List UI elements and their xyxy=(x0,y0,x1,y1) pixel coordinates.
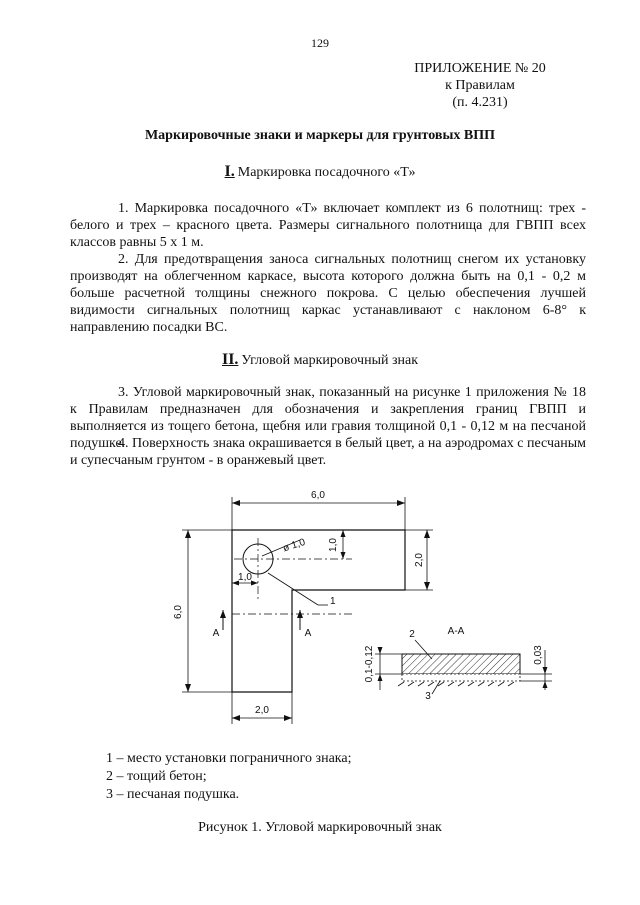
section-2-title: Угловой маркировочный знак xyxy=(241,353,419,368)
dim-cushion: 0,03 xyxy=(533,645,544,665)
document-title: Маркировочные знаки и маркеры для грунтовых ВПП xyxy=(144,128,496,143)
section-2-numeral: II. xyxy=(221,351,239,368)
legend-item-2: 2 – тощий бетон; xyxy=(106,769,207,784)
section-1-numeral: I. xyxy=(224,163,235,180)
concrete-layer xyxy=(402,654,520,674)
cut-mark-left: A xyxy=(212,628,220,639)
dim-arm-height: 2,0 xyxy=(414,553,425,567)
dim-circle-v: 1,0 xyxy=(328,538,339,552)
section-1-title: Маркировка посадочного «Т» xyxy=(237,165,416,180)
section-title: A-A xyxy=(447,626,465,637)
corner-marker-figure xyxy=(150,480,570,740)
page-number: 129 xyxy=(311,36,329,50)
appendix-line-2: к Правилам xyxy=(445,78,515,93)
dim-circle-diameter: ø 1,0 xyxy=(281,536,307,555)
cut-mark-right: A xyxy=(304,628,312,639)
dim-total-width: 6,0 xyxy=(311,490,325,501)
dim-total-height: 6,0 xyxy=(173,605,184,619)
paragraph-3: 3. Угловой маркировочный знак, показанный на рисунке 1 приложения № 18 к Правилам предназначен для обозначения и закрепления границ ГВПП и выполняется из тощего бетона, щебня или гравия толщиной 0,1 - 0,12 м на песчаной подушке. xyxy=(70,385,586,451)
paragraph-1: 1. Маркировка посадочного «Т» включает комплект из 6 полотнищ: трех - белого и трех – красного цвета. Размеры сигнального полотнища для ГВПП всех классов равны 5 х 1 м. xyxy=(70,201,586,250)
dim-thickness: 0,1-0,12 xyxy=(364,645,375,683)
legend-item-1: 1 – место установки пограничного знака; xyxy=(106,751,352,766)
callout-2: 2 xyxy=(409,629,415,640)
legend-item-3: 3 – песчаная подушка. xyxy=(106,787,240,802)
callout-1: 1 xyxy=(330,596,336,607)
dim-circle-offset: 1,0 xyxy=(238,572,252,583)
section-2-heading xyxy=(0,351,640,369)
appendix-line-3: (п. 4.231) xyxy=(452,95,508,110)
section-1-heading xyxy=(0,163,640,181)
callout-3: 3 xyxy=(425,691,431,702)
appendix-header xyxy=(395,60,565,111)
sand-cushion xyxy=(402,674,520,681)
appendix-line-1: ПРИЛОЖЕНИЕ № 20 xyxy=(414,61,546,76)
figure-caption: Рисунок 1. Угловой маркировочный знак xyxy=(198,820,442,835)
paragraph-4: 4. Поверхность знака окрашивается в белый цвет, а на аэродромах с песчаным и супесчаным грунтом - в оранжевый цвет. xyxy=(70,436,586,468)
paragraph-2: 2. Для предотвращения заноса сигнальных полотнищ снегом их установку производят на облегченном каркасе, высота которого должна быть на 0,1 - 0,2 м больше расчетной толщины снежного покрова. С целью обеспечения лучшей видимости сигнальных полотнищ каркас устанавливают с наклоном 6-8° к направлению посадки ВС. xyxy=(70,252,586,335)
dim-stem-width: 2,0 xyxy=(255,705,269,716)
